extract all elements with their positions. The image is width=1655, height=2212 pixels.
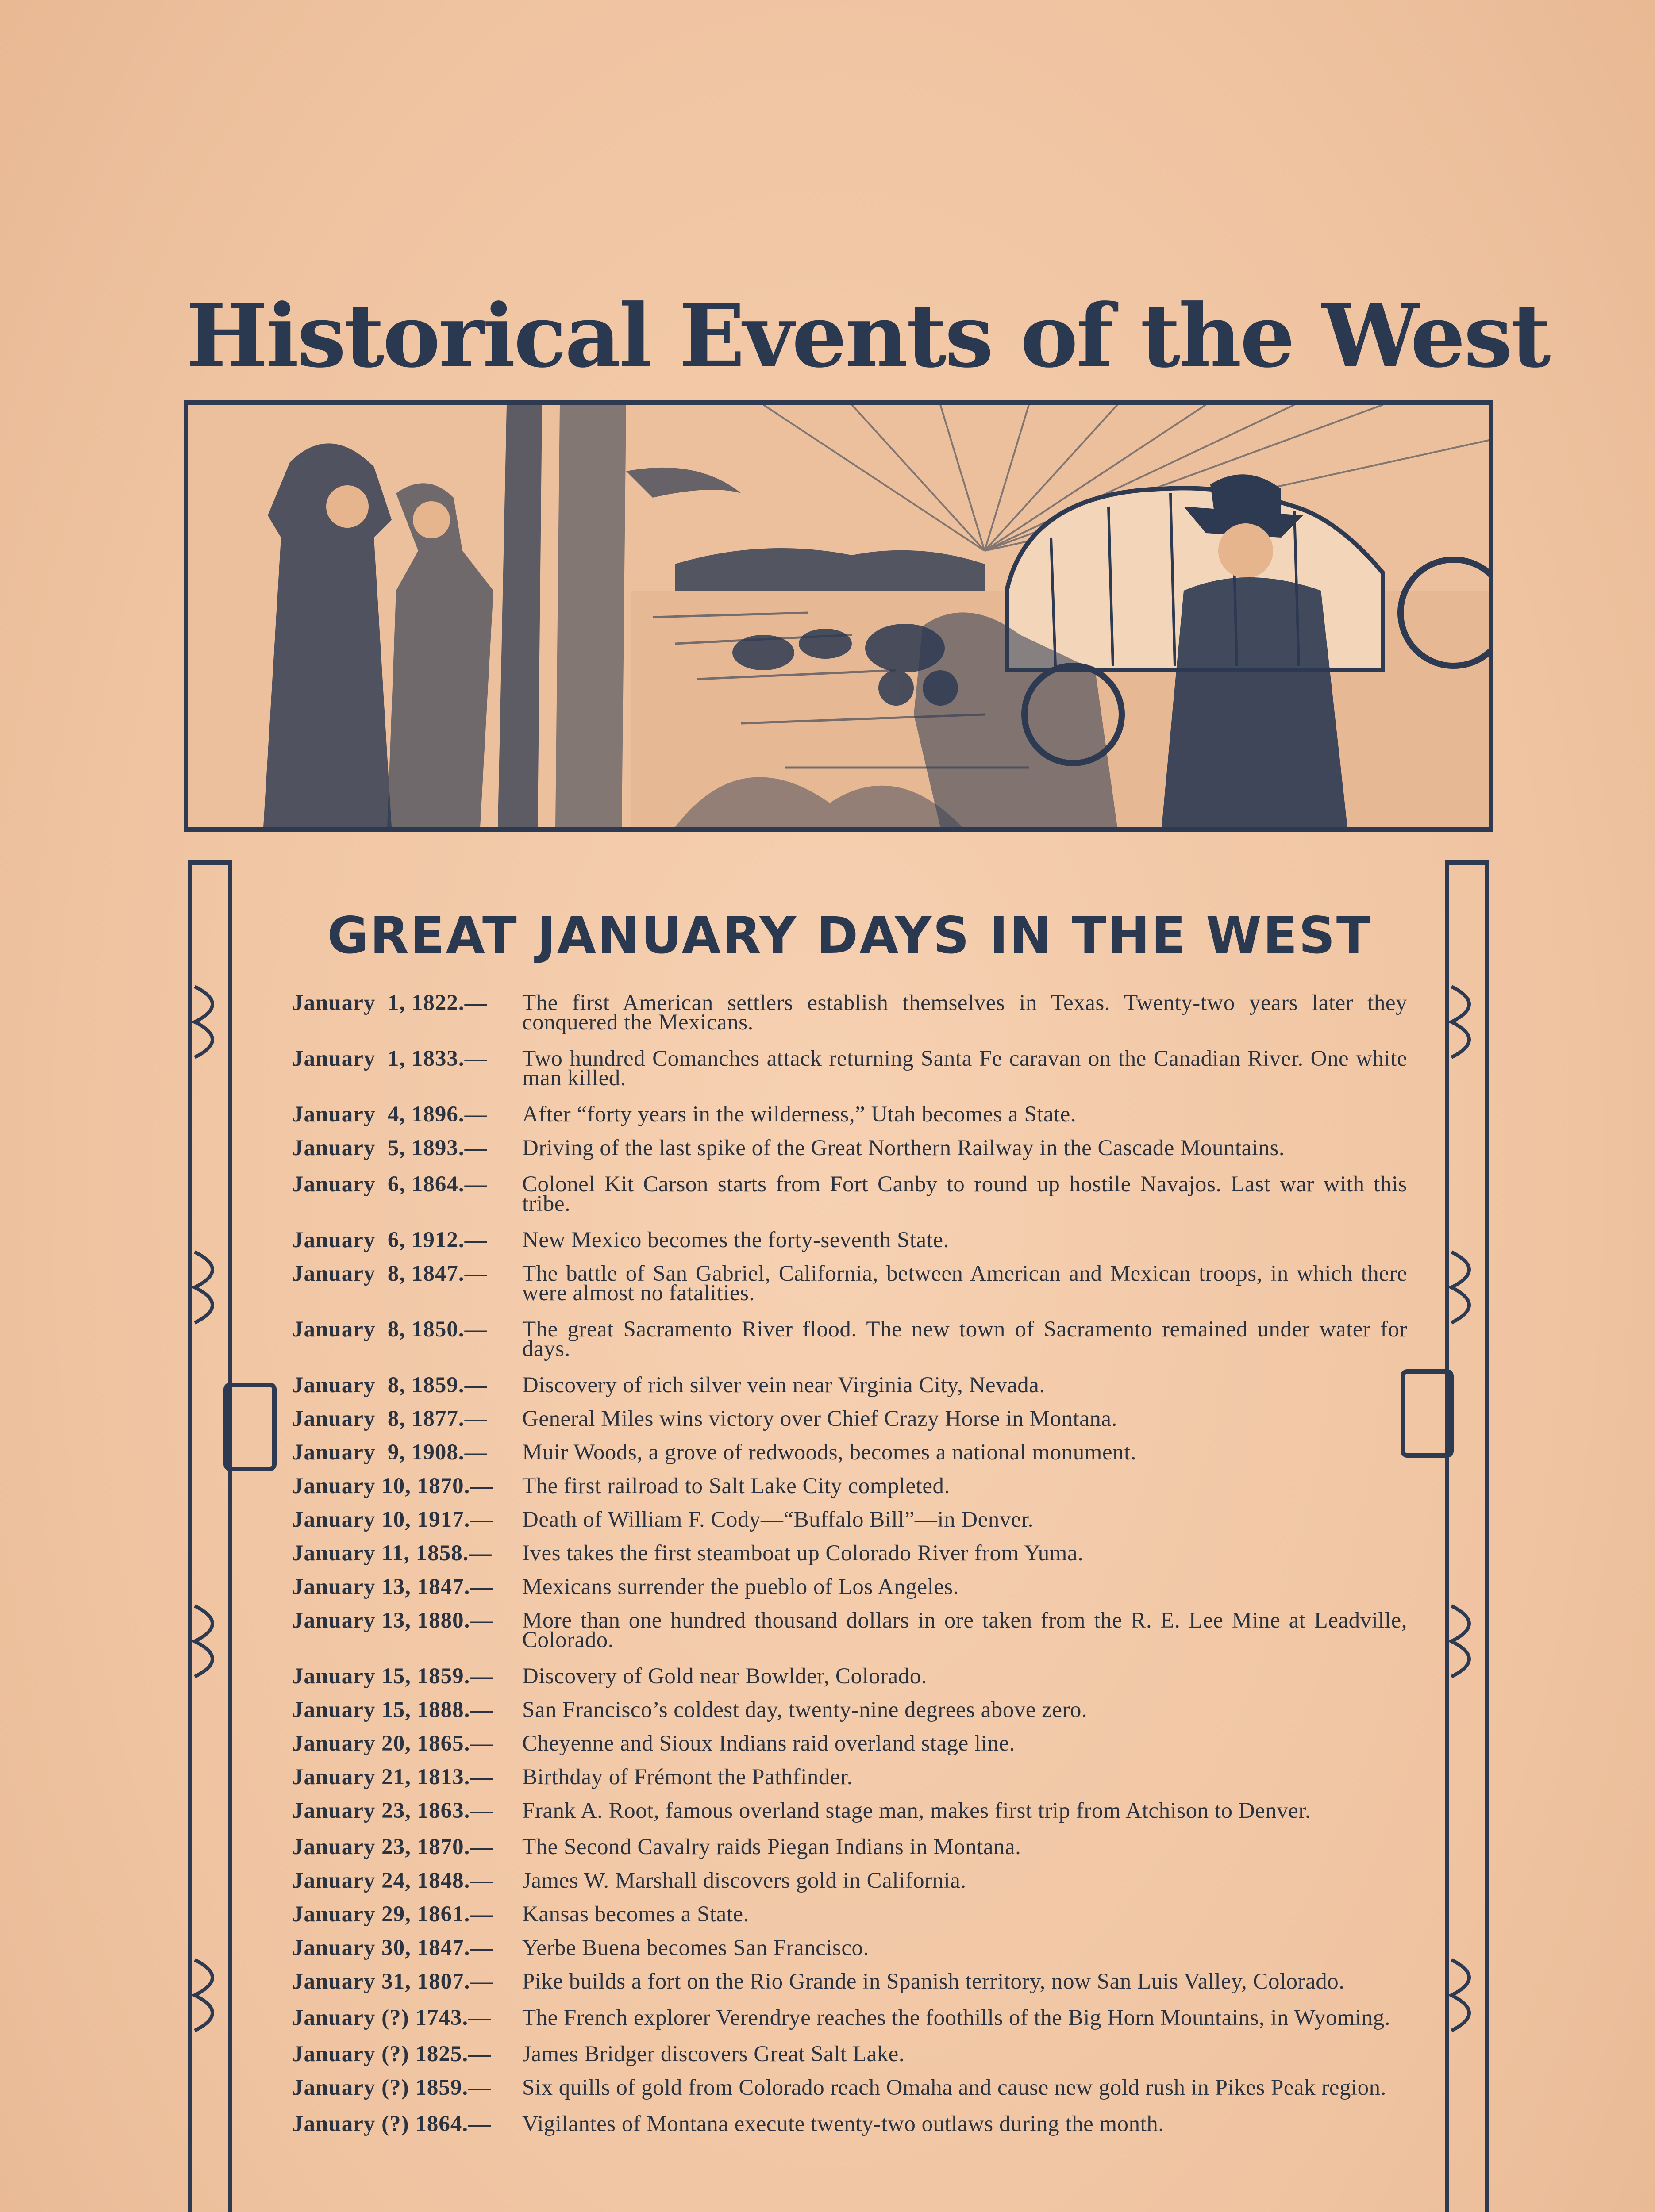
event-item [292, 1230, 1407, 1250]
event-item [292, 1507, 1407, 1532]
event-item [292, 1608, 1407, 1652]
event-text: The great Sacramento River flood. The new town of Sacramento remained under water for days. [522, 1317, 1407, 1361]
event-date: January 11, 1858.— [292, 1541, 492, 1566]
event-date: January 29, 1861.— [292, 1902, 493, 1927]
event-text: Mexicans surrender the pueblo of Los Angeles. [522, 1575, 959, 1599]
event-date: January 20, 1865.— [292, 1731, 493, 1756]
event-item [292, 1373, 1407, 1398]
event-date: January 4, 1896.— [292, 1102, 488, 1127]
event-text: General Miles wins victory over Chief Crazy Horse in Montana. [522, 1406, 1117, 1431]
event-text: The Second Cavalry raids Piegan Indians in Montana. [522, 1835, 1021, 1859]
event-text: Yerbe Buena becomes San Francisco. [522, 1936, 869, 1960]
event-item [292, 2005, 1407, 2030]
event-item [292, 1406, 1407, 1431]
event-date: January (?) 1859.— [292, 2075, 492, 2100]
event-date: January 10, 1917.— [292, 1507, 493, 1532]
event-item [292, 1317, 1407, 1361]
event-text: Driving of the last spike of the Great Northern Railway in the Cascade Mountains. [522, 1136, 1285, 1160]
event-item [292, 1837, 1407, 1857]
event-text: The French explorer Verendrye reaches the foothills of the Big Horn Mountains, in Wyoming. [522, 2005, 1391, 2030]
event-text: Ives takes the first steamboat up Colorado River from Yuma. [522, 1541, 1084, 1566]
event-text: Two hundred Comanches attack returning Santa Fe caravan on the Canadian River. One white man killed. [522, 1046, 1407, 1091]
event-date: January 13, 1880.— [292, 1608, 493, 1633]
event-date: January 8, 1877.— [292, 1406, 488, 1431]
event-item [292, 1102, 1407, 1127]
january-events-panel [248, 867, 1425, 2194]
event-text: The first American settlers establish themselves in Texas. Twenty-two years later they conquered the Mexicans. [522, 991, 1407, 1035]
event-text: Cheyenne and Sioux Indians raid overland stage line. [522, 1731, 1015, 1756]
event-text: New Mexico becomes the forty-seventh State. [522, 1228, 949, 1252]
event-date: January 6, 1864.— [292, 1172, 488, 1197]
event-item [292, 991, 1407, 1035]
event-item [292, 1046, 1407, 1091]
event-date: January 9, 1908.— [292, 1440, 488, 1465]
event-date: January 8, 1847.— [292, 1261, 488, 1286]
event-date: January (?) 1864.— [292, 2112, 492, 2136]
event-date: January 21, 1813.— [292, 1765, 493, 1790]
event-text: The first railroad to Salt Lake City completed. [522, 1474, 950, 1498]
event-date: January 15, 1859.— [292, 1664, 493, 1689]
event-text: Frank A. Root, famous overland stage man, makes first trip from Atchison to Denver. [522, 1798, 1311, 1823]
event-text: Birthday of Frémont the Pathfinder. [522, 1765, 853, 1790]
western-scene-illustration [184, 400, 1493, 832]
event-text: Discovery of Gold near Bowlder, Colorado. [522, 1664, 927, 1689]
event-text: Six quills of gold from Colorado reach Omaha and cause new gold rush in Pikes Peak region. [522, 2075, 1386, 2100]
event-date: January 31, 1807.— [292, 1969, 493, 1994]
page-title: Historical Events of the West [186, 285, 1549, 387]
event-date: January 15, 1888.— [292, 1697, 493, 1722]
event-item [292, 1440, 1407, 1465]
event-date: January 6, 1912.— [292, 1228, 488, 1252]
event-item [292, 2044, 1407, 2064]
event-date: January 1, 1822.— [292, 991, 488, 1015]
event-date: January 13, 1847.— [292, 1575, 493, 1599]
event-item [292, 2114, 1407, 2134]
event-item [292, 1172, 1407, 1216]
event-item [292, 1541, 1407, 1566]
event-text: Kansas becomes a State. [522, 1902, 749, 1927]
event-item [292, 1902, 1407, 1927]
event-item [292, 1731, 1407, 1756]
event-item [292, 1697, 1407, 1722]
event-text: Pike builds a fort on the Rio Grande in Spanish territory, now San Luis Valley, Colorado. [522, 1969, 1345, 1994]
event-item [292, 1969, 1407, 1994]
event-text: Colonel Kit Carson starts from Fort Canby to round up hostile Navajos. Last war with this tribe. [522, 1172, 1407, 1216]
event-date: January 24, 1848.— [292, 1868, 493, 1893]
event-item [292, 1577, 1407, 1597]
event-item [292, 1868, 1407, 1893]
event-date: January 10, 1870.— [292, 1474, 493, 1498]
event-date: January 8, 1850.— [292, 1317, 488, 1342]
event-text: Vigilantes of Montana execute twenty-two outlaws during the month. [522, 2112, 1164, 2136]
event-text: James Bridger discovers Great Salt Lake. [522, 2042, 905, 2066]
event-date: January 8, 1859.— [292, 1373, 488, 1398]
event-item [292, 1798, 1407, 1823]
event-date: January 23, 1863.— [292, 1798, 493, 1823]
event-date: January 1, 1833.— [292, 1046, 488, 1071]
event-item [292, 1138, 1407, 1158]
event-item [292, 1261, 1407, 1306]
event-text: Death of William F. Cody—“Buffalo Bill”—in Denver. [522, 1507, 1034, 1532]
event-text: Muir Woods, a grove of redwoods, becomes a national monument. [522, 1440, 1137, 1465]
event-item [292, 1938, 1407, 1958]
event-item [292, 2075, 1407, 2100]
event-date: January 23, 1870.— [292, 1835, 493, 1859]
section-title: GREAT JANUARY DAYS IN THE WEST [327, 906, 1372, 965]
event-text: More than one hundred thousand dollars in ore taken from the R. E. Lee Mine at Leadville, Colorado. [522, 1608, 1407, 1652]
event-text: James W. Marshall discovers gold in California. [522, 1868, 966, 1893]
event-text: The battle of San Gabriel, California, between American and Mexican troops, in which there were almost no fatalities. [522, 1261, 1407, 1306]
event-text: Discovery of rich silver vein near Virginia City, Nevada. [522, 1373, 1045, 1398]
event-list [292, 993, 1407, 2151]
event-item [292, 1664, 1407, 1689]
event-item [292, 1765, 1407, 1790]
event-text: After “forty years in the wilderness,” Utah becomes a State. [522, 1102, 1077, 1127]
event-date: January 30, 1847.— [292, 1936, 493, 1960]
event-text: San Francisco’s coldest day, twenty-nine degrees above zero. [522, 1697, 1088, 1722]
event-date: January 5, 1893.— [292, 1136, 488, 1160]
event-date: January (?) 1743.— [292, 2005, 492, 2030]
event-date: January (?) 1825.— [292, 2042, 492, 2066]
event-item [292, 1476, 1407, 1496]
